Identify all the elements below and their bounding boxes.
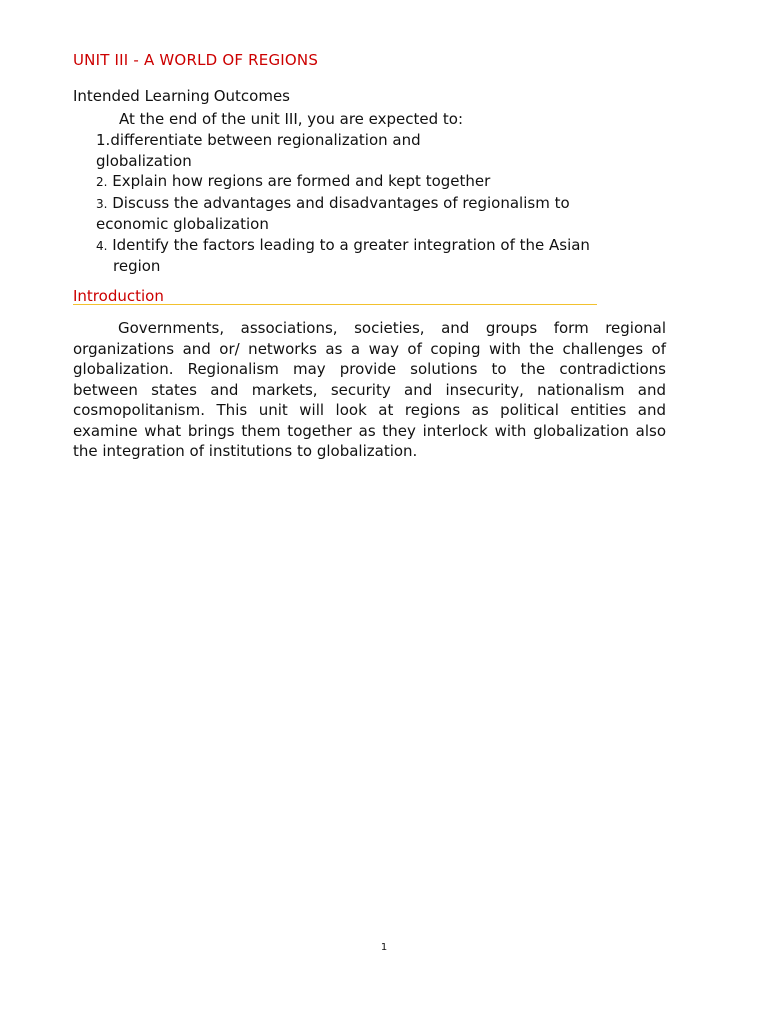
outcome-text: differentiate between regionalization and	[110, 131, 421, 149]
outcome-text: Identify the factors leading to a greater integration of the Asian	[112, 235, 590, 254]
outcome-number: 2.	[96, 175, 108, 189]
outcome-text: Discuss the advantages and disadvantages of regionalism to	[112, 193, 570, 212]
outcome-text-continued: region	[113, 257, 161, 275]
unit-title: UNIT III - A WORLD OF REGIONS	[73, 51, 319, 69]
introduction-paragraph: Governments, associations, societies, and groups form regional organizations and or/ networks as a way of coping with the challenges of globalization. Regionalism may provide solutions to the contradictions between states and markets, security and insecurity, nationalism and cosmopolitanism. This unit will look at regions as political entities and examine what brings them together as they interlock with globalization also the integration of institutions to globalization.	[73, 319, 666, 460]
introduction-divider	[73, 304, 597, 305]
outcome-number: 4.	[96, 238, 108, 253]
learning-outcomes-heading-part1: Intended Learning	[73, 87, 210, 105]
learning-outcomes-intro: At the end of the unit III, you are expected to:	[119, 110, 464, 128]
page-number: 1	[380, 942, 388, 953]
learning-outcomes-list	[96, 130, 686, 277]
outcome-number: 3.	[96, 196, 108, 211]
introduction-heading: Introduction	[73, 287, 164, 305]
outcome-text-continued: globalization	[96, 151, 192, 170]
outcome-number: 1.	[96, 131, 111, 149]
outcome-text: Explain how regions are formed and kept together	[112, 172, 491, 190]
learning-outcome-item	[96, 130, 686, 171]
learning-outcomes-heading	[73, 87, 290, 105]
learning-outcome-item	[96, 171, 686, 193]
outcome-text-continued: economic globalization	[96, 215, 269, 233]
learning-outcomes-heading-part2: Outcomes	[213, 87, 290, 105]
learning-outcome-item	[96, 235, 686, 277]
learning-outcome-item	[96, 193, 686, 235]
